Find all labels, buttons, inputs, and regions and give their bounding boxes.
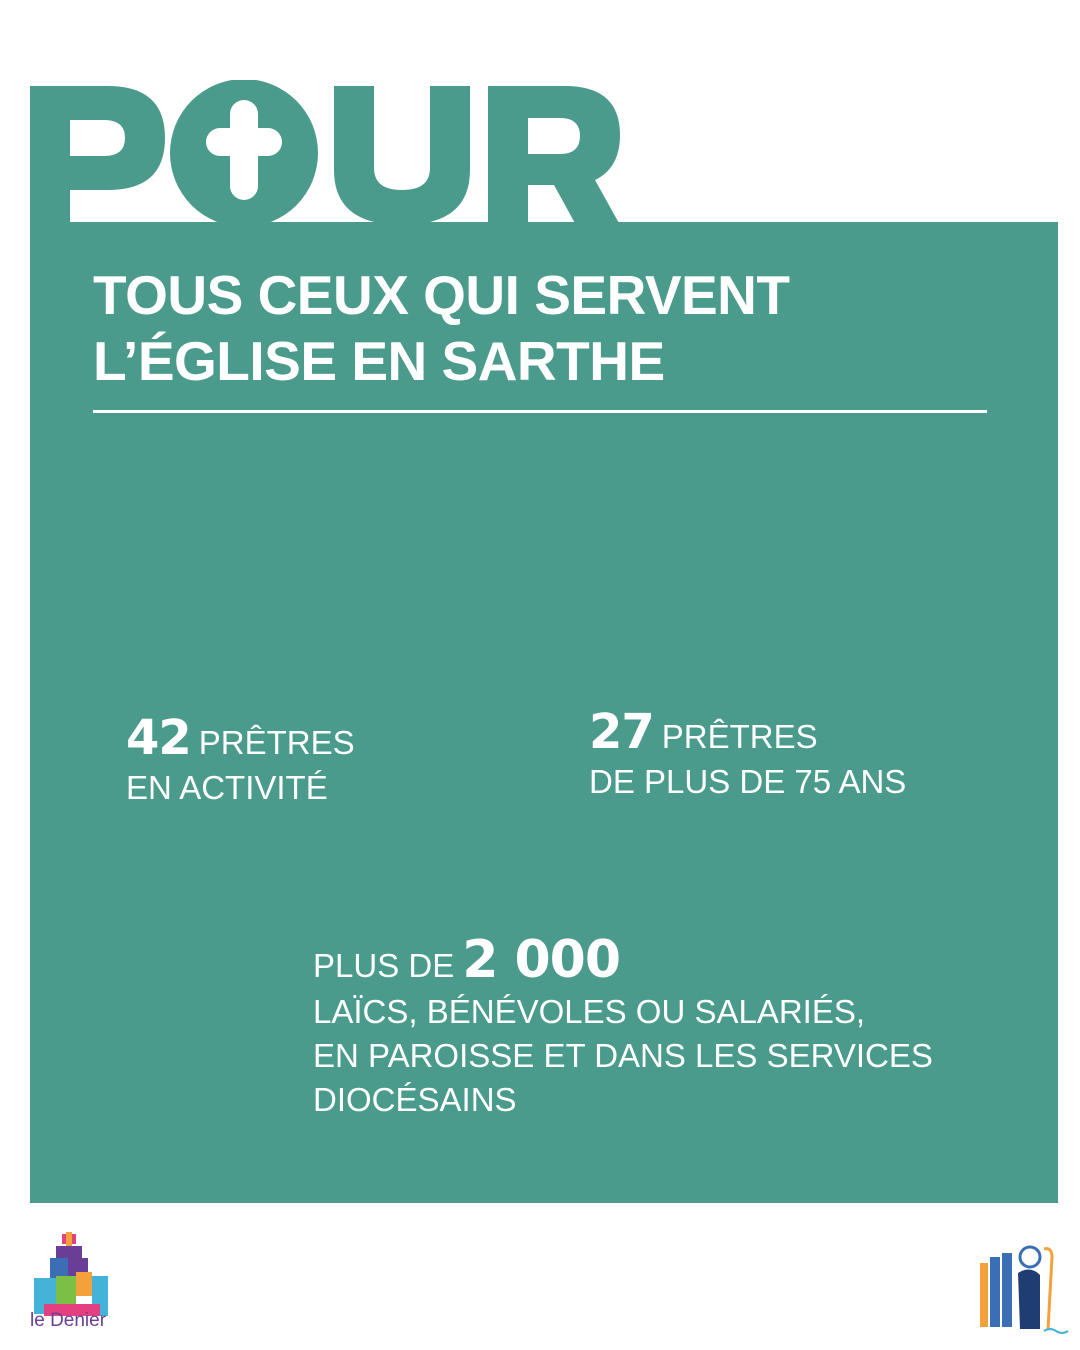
pour-title (30, 80, 630, 225)
stat-number: 2 000 (462, 930, 621, 990)
stat-active-priests (126, 710, 355, 810)
stat-description: DE PLUS DE 75 ANS (589, 763, 907, 800)
diocese-saint-icon (978, 1243, 1074, 1335)
stat-description-line-1: LAÏCS, BÉNÉVOLES OU SALARIÉS, (313, 993, 866, 1030)
stat-number: 27 (589, 704, 654, 760)
headline-line-2: L’ÉGLISE EN SARTHE (93, 330, 665, 392)
stat-description: EN ACTIVITÉ (126, 769, 328, 806)
headline (93, 262, 790, 394)
stat-description-line-3: DIOCÉSAINS (313, 1081, 517, 1118)
stat-description-line-2: EN PAROISSE ET DANS LES SERVICES (313, 1037, 933, 1074)
stat-prefix: PLUS DE (313, 947, 455, 984)
stat-unit: PRÊTRES (661, 718, 818, 755)
divider (93, 410, 987, 413)
stat-unit: PRÊTRES (198, 724, 355, 761)
logo-text: le Denier (30, 1310, 107, 1331)
stat-lay-volunteers (313, 930, 933, 1122)
stat-senior-priests (589, 704, 906, 804)
headline-line-1: TOUS CEUX QUI SERVENT (93, 264, 790, 326)
info-panel (30, 222, 1058, 1203)
stat-number: 42 (126, 710, 191, 766)
